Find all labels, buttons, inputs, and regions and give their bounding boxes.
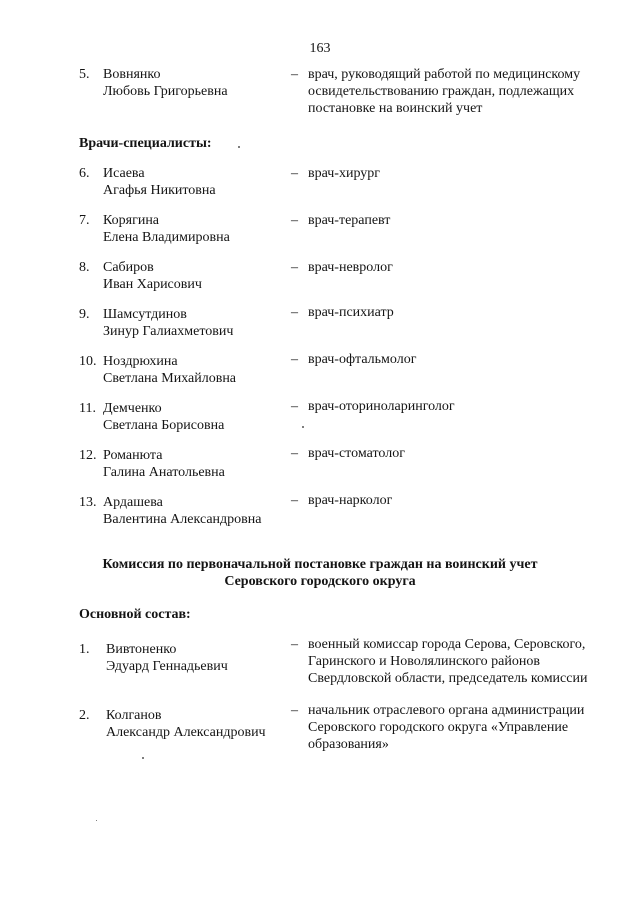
dash: – <box>291 637 298 652</box>
surname: Шамсутдинов <box>103 307 187 322</box>
role-line: Гаринского и Новолялинского районов <box>308 654 540 669</box>
dash: – <box>291 260 298 275</box>
given-names: Светлана Борисовна <box>103 418 225 433</box>
scan-speck <box>238 146 240 148</box>
item-number: 12. <box>79 448 97 463</box>
given-names: Любовь Григорьевна <box>103 84 228 99</box>
scan-speck <box>302 426 304 428</box>
role-line: врач-нарколог <box>308 493 393 508</box>
item-number: 1. <box>79 642 90 657</box>
role-line: постановке на воинский учет <box>308 101 483 116</box>
dash: – <box>291 213 298 228</box>
dash: – <box>291 493 298 508</box>
commission-title-line: Серовского городского округа <box>224 574 416 589</box>
surname: Колганов <box>106 708 162 723</box>
given-names: Светлана Михайловна <box>103 371 237 386</box>
role-line: Свердловской области, председатель комиссии <box>308 671 588 686</box>
dash: – <box>291 67 298 82</box>
item-number: 2. <box>79 708 90 723</box>
given-names: Галина Анатольевна <box>103 465 225 480</box>
role-line: Серовского городского округа «Управление <box>308 720 569 735</box>
item-number: 9. <box>79 307 90 322</box>
surname: Ардашева <box>103 495 163 510</box>
surname: Демченко <box>103 401 162 416</box>
dash: – <box>291 703 298 718</box>
given-names: Иван Харисович <box>103 277 202 292</box>
dash: – <box>291 305 298 320</box>
role-line: военный комиссар города Серова, Серовского, <box>308 637 586 652</box>
given-names: Эдуард Геннадьевич <box>106 659 228 674</box>
dash: – <box>291 446 298 461</box>
item-number: 7. <box>79 213 90 228</box>
item-number: 11. <box>79 401 96 416</box>
item-number: 10. <box>79 354 97 369</box>
given-names: Александр Александрович <box>106 725 266 740</box>
dash: – <box>291 399 298 414</box>
main-composition-heading: Основной состав: <box>79 607 191 622</box>
role-line: врач, руководящий работой по медицинскому <box>308 67 581 82</box>
role-line: начальник отраслевого органа администрации <box>308 703 585 718</box>
item-number: 6. <box>79 166 90 181</box>
given-names: Валентина Александровна <box>103 512 262 527</box>
role-line: врач-невролог <box>308 260 393 275</box>
role-line: врач-психиатр <box>308 305 394 320</box>
given-names: Елена Владимировна <box>103 230 230 245</box>
given-names: Зинур Галиахметович <box>103 324 234 339</box>
item-number: 5. <box>79 67 90 82</box>
given-names: Агафья Никитовна <box>103 183 216 198</box>
surname: Вовнянко <box>103 67 161 82</box>
item-number: 8. <box>79 260 90 275</box>
page-number: 163 <box>309 41 331 56</box>
role-line: образования» <box>308 737 389 752</box>
specialists-heading: Врачи-специалисты: <box>79 136 212 151</box>
role-line: врач-хирург <box>308 166 381 181</box>
dash: – <box>291 166 298 181</box>
surname: Корягина <box>103 213 160 228</box>
surname: Романюта <box>103 448 163 463</box>
surname: Ноздрюхина <box>103 354 178 369</box>
role-line: врач-стоматолог <box>308 446 405 461</box>
role-line: освидетельствованию граждан, подлежащих <box>308 84 575 99</box>
role-line: врач-терапевт <box>308 213 391 228</box>
commission-title-line: Комиссия по первоначальной постановке граждан на воинский учет <box>102 557 538 572</box>
role-line: врач-офтальмолог <box>308 352 417 367</box>
scan-speck <box>142 757 144 759</box>
surname: Вивтоненко <box>106 642 177 657</box>
surname: Сабиров <box>103 260 154 275</box>
role-line: врач-оториноларинголог <box>308 399 455 414</box>
scan-speck <box>96 820 97 821</box>
surname: Исаева <box>103 166 145 181</box>
item-number: 13. <box>79 495 97 510</box>
dash: – <box>291 352 298 367</box>
